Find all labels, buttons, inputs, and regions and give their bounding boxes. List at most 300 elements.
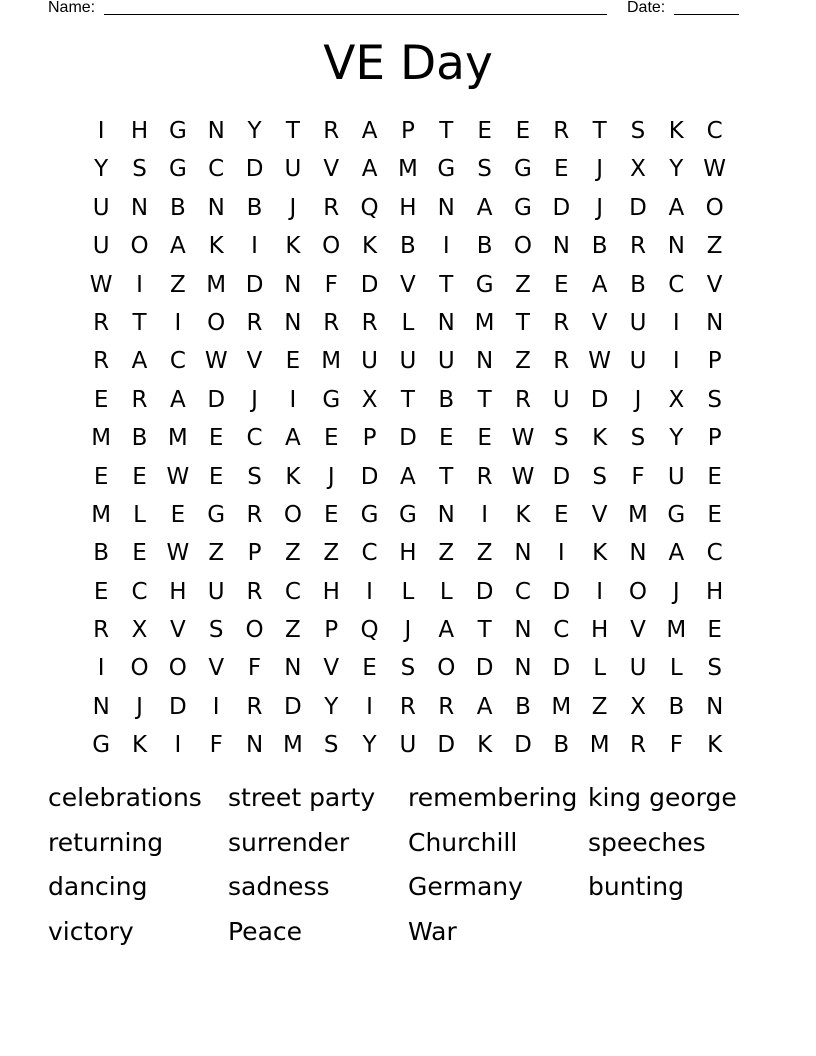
grid-letter[interactable]: D (552, 463, 571, 490)
grid-letter[interactable]: J (136, 693, 143, 720)
grid-letter[interactable]: I (366, 693, 373, 720)
grid-letter[interactable]: Z (285, 540, 301, 567)
grid-letter[interactable]: R (131, 386, 148, 413)
grid-letter[interactable]: N (130, 194, 149, 221)
grid-letter[interactable]: O (168, 655, 187, 682)
grid-letter[interactable]: N (437, 309, 455, 336)
grid-letter[interactable]: E (323, 501, 339, 528)
grid-letter[interactable]: D (437, 732, 456, 759)
grid-letter[interactable]: I (442, 233, 450, 260)
grid-letter[interactable]: D (245, 271, 264, 298)
grid-letter[interactable]: S (208, 617, 224, 644)
grid-letter[interactable]: E (132, 540, 147, 567)
grid-letter[interactable]: R (553, 118, 570, 144)
grid-letter[interactable]: A (668, 540, 685, 567)
grid-letter[interactable]: R (361, 309, 378, 336)
grid-letter[interactable]: W (511, 425, 535, 452)
grid-letter[interactable]: U (92, 194, 110, 221)
grid-letter[interactable]: B (131, 425, 148, 452)
grid-letter[interactable]: F (247, 655, 262, 682)
grid-letter[interactable]: I (251, 233, 258, 260)
grid-letter[interactable]: G (514, 156, 532, 183)
grid-letter[interactable]: X (361, 386, 378, 413)
word-list-item: sadness (228, 872, 330, 901)
grid-letter[interactable]: E (554, 156, 569, 183)
grid-row (82, 227, 734, 265)
grid-letter[interactable]: N (284, 655, 302, 682)
grid-letter[interactable]: P (324, 617, 339, 644)
grid-letter[interactable]: Z (515, 348, 531, 375)
grid-letter[interactable]: V (323, 655, 340, 682)
grid-letter[interactable]: N (629, 540, 647, 567)
grid-letter[interactable]: G (399, 501, 417, 528)
grid-letter[interactable]: C (361, 540, 378, 567)
grid-letter[interactable]: E (208, 463, 224, 490)
grid-letter[interactable]: L (439, 578, 453, 605)
grid-letter[interactable]: Z (208, 540, 225, 567)
grid-letter[interactable]: G (92, 732, 111, 759)
grid-letter[interactable]: C (553, 617, 570, 644)
grid-letter[interactable]: J (327, 463, 335, 490)
grid-letter[interactable]: U (629, 348, 647, 375)
grid-letter[interactable]: I (366, 578, 373, 605)
grid-letter[interactable]: G (322, 386, 341, 413)
grid-letter[interactable]: K (285, 463, 301, 490)
grid-letter[interactable]: E (554, 501, 569, 528)
grid-letter[interactable]: R (246, 309, 263, 336)
grid-letter[interactable]: F (669, 732, 683, 759)
grid-letter[interactable]: J (404, 617, 412, 644)
grid-letter[interactable]: K (592, 540, 608, 567)
grid-letter[interactable]: E (554, 271, 569, 298)
grid-letter[interactable]: J (289, 194, 297, 221)
grid-letter[interactable]: Y (362, 732, 377, 759)
grid-letter[interactable]: P (707, 425, 722, 452)
grid-letter[interactable]: W (588, 348, 612, 375)
grid-letter[interactable]: E (93, 578, 109, 605)
grid-letter[interactable]: B (668, 693, 685, 720)
grid-letter[interactable]: F (209, 732, 223, 759)
grid-letter[interactable]: B (400, 233, 416, 260)
grid-letter[interactable]: Z (285, 617, 301, 644)
grid-letter[interactable]: R (553, 309, 570, 336)
grid-letter[interactable]: D (245, 156, 264, 183)
grid-letter[interactable]: O (513, 233, 532, 260)
grid-letter[interactable]: Z (438, 540, 455, 567)
grid-letter[interactable]: L (593, 655, 607, 682)
grid-letter[interactable]: W (166, 463, 190, 490)
grid-row (82, 266, 734, 304)
grid-letter[interactable]: U (437, 348, 455, 375)
grid-letter[interactable]: S (592, 463, 607, 490)
grid-letter[interactable]: Y (324, 693, 339, 720)
grid-letter[interactable]: Y (247, 118, 262, 144)
grid-letter[interactable]: N (514, 655, 532, 682)
grid-letter[interactable]: I (97, 118, 105, 144)
grid-letter[interactable]: D (284, 693, 302, 720)
grid-letter[interactable]: M (282, 732, 303, 759)
grid-letter[interactable]: T (285, 118, 300, 144)
grid-letter[interactable]: S (132, 156, 147, 183)
grid-letter[interactable]: N (245, 732, 264, 759)
grid-letter[interactable]: P (247, 540, 262, 567)
grid-letter[interactable]: A (668, 194, 685, 221)
grid-letter[interactable]: J (251, 386, 258, 413)
grid-letter[interactable]: D (552, 578, 571, 605)
grid-letter[interactable]: V (591, 309, 608, 336)
grid-letter[interactable]: O (130, 655, 149, 682)
grid-letter[interactable]: O (628, 578, 648, 605)
grid-letter[interactable]: B (515, 693, 531, 720)
grid-letter[interactable]: Z (323, 540, 340, 567)
grid-letter[interactable]: S (323, 732, 339, 759)
grid-letter[interactable]: R (514, 386, 531, 413)
grid-letter[interactable]: M (589, 732, 610, 759)
grid-letter[interactable]: D (552, 655, 571, 682)
name-label: Name: (48, 0, 96, 16)
grid-letter[interactable]: R (553, 348, 570, 375)
grid-letter[interactable]: K (477, 732, 493, 759)
grid-letter[interactable]: A (361, 118, 378, 144)
grid-letter[interactable]: Y (669, 156, 684, 183)
grid-letter[interactable]: C (514, 578, 531, 605)
grid-letter[interactable]: E (170, 501, 186, 528)
grid-letter[interactable]: T (400, 386, 415, 413)
grid-letter[interactable]: U (667, 463, 685, 490)
grid-letter[interactable]: I (212, 693, 220, 720)
grid-letter[interactable]: K (515, 501, 531, 528)
grid-letter[interactable]: R (438, 693, 455, 720)
grid-letter[interactable]: H (706, 578, 724, 605)
grid-letter[interactable]: R (399, 693, 416, 720)
grid-letter[interactable]: S (707, 655, 722, 682)
grid-letter[interactable]: E (285, 348, 301, 375)
grid-letter[interactable]: H (590, 617, 609, 644)
grid-letter[interactable]: I (136, 271, 143, 298)
grid-letter[interactable]: K (208, 233, 224, 260)
grid-letter[interactable]: X (630, 693, 646, 720)
grid-letter[interactable]: I (672, 309, 680, 336)
grid-letter[interactable]: N (706, 693, 724, 720)
grid-letter[interactable]: C (284, 578, 301, 605)
grid-letter[interactable]: W (703, 156, 727, 183)
grid-letter[interactable]: U (552, 386, 570, 413)
grid-letter[interactable]: O (322, 233, 341, 260)
grid-letter[interactable]: G (475, 271, 494, 298)
grid-letter[interactable]: H (130, 118, 149, 144)
grid-letter[interactable]: Z (706, 233, 723, 260)
grid-letter[interactable]: M (397, 156, 418, 183)
grid-letter[interactable]: X (668, 386, 685, 413)
grid-letter[interactable]: B (169, 194, 186, 221)
grid-letter[interactable]: U (399, 348, 417, 375)
grid-letter[interactable]: B (438, 386, 455, 413)
grid-letter[interactable]: M (206, 271, 227, 298)
grid-letter[interactable]: S (707, 386, 722, 413)
grid-letter[interactable]: R (323, 118, 340, 144)
grid-letter[interactable]: C (208, 156, 225, 183)
grid-letter[interactable]: K (668, 118, 684, 144)
grid-letter[interactable]: A (285, 425, 301, 452)
grid-letter[interactable]: O (705, 194, 724, 221)
grid-letter[interactable]: R (93, 309, 110, 336)
grid-letter[interactable]: N (207, 194, 225, 221)
grid-letter[interactable]: G (514, 194, 532, 221)
grid-letter[interactable]: U (92, 233, 110, 260)
grid-letter[interactable]: O (245, 617, 264, 644)
grid-letter[interactable]: E (515, 118, 531, 144)
grid-letter[interactable]: T (515, 309, 530, 336)
grid-letter[interactable]: Y (94, 156, 109, 183)
grid-row (82, 304, 734, 342)
grid-letter[interactable]: E (93, 386, 109, 413)
grid-letter[interactable]: R (93, 617, 110, 644)
grid-letter[interactable]: E (477, 425, 492, 452)
grid-letter[interactable]: N (284, 271, 302, 298)
grid-letter[interactable]: V (706, 271, 723, 298)
grid-letter[interactable]: R (93, 348, 110, 375)
grid-letter[interactable]: E (132, 463, 147, 490)
grid-letter[interactable]: P (707, 348, 722, 375)
grid-letter[interactable]: N (514, 540, 532, 567)
grid-letter[interactable]: E (438, 425, 454, 452)
grid-letter[interactable]: T (439, 463, 454, 490)
grid-letter[interactable]: G (207, 501, 226, 528)
grid-letter[interactable]: R (323, 194, 340, 221)
grid-letter[interactable]: M (91, 501, 112, 528)
grid-letter[interactable]: D (552, 194, 571, 221)
grid-letter[interactable]: S (477, 156, 492, 183)
grid-letter[interactable]: E (362, 655, 377, 682)
grid-letter[interactable]: A (400, 463, 416, 490)
grid-letter[interactable]: H (322, 578, 340, 605)
grid-letter[interactable]: I (672, 348, 680, 375)
grid-letter[interactable]: B (476, 233, 493, 260)
word-search-grid (82, 112, 734, 765)
grid-letter[interactable]: N (706, 309, 724, 336)
grid-letter[interactable]: N (437, 194, 455, 221)
grid-letter[interactable]: B (553, 732, 570, 759)
grid-letter[interactable]: I (289, 386, 297, 413)
grid-letter[interactable]: N (207, 118, 225, 144)
grid-letter[interactable]: J (596, 156, 604, 183)
grid-letter[interactable]: R (323, 309, 340, 336)
grid-letter[interactable]: J (596, 194, 604, 221)
grid-letter[interactable]: L (401, 309, 415, 336)
grid-letter[interactable]: M (91, 425, 112, 452)
grid-letter[interactable]: U (361, 348, 378, 375)
grid-letter[interactable]: G (168, 118, 187, 144)
grid-letter[interactable]: A (476, 693, 493, 720)
grid-letter[interactable]: E (707, 501, 722, 528)
grid-letter[interactable]: D (475, 578, 494, 605)
grid-letter[interactable]: D (207, 386, 226, 413)
grid-letter[interactable]: I (174, 732, 182, 759)
grid-letter[interactable]: C (131, 578, 148, 605)
grid-letter[interactable]: N (92, 693, 110, 720)
grid-letter[interactable]: O (283, 501, 302, 528)
grid-letter[interactable]: T (477, 386, 492, 413)
grid-letter[interactable]: T (439, 118, 454, 144)
grid-letter[interactable]: L (669, 655, 683, 682)
grid-letter[interactable]: K (592, 425, 608, 452)
grid-letter[interactable]: L (133, 501, 146, 528)
grid-letter[interactable]: R (629, 233, 646, 260)
grid-letter[interactable]: N (667, 233, 685, 260)
grid-letter[interactable]: V (169, 617, 186, 644)
grid-letter[interactable]: D (169, 693, 187, 720)
grid-letter[interactable]: Z (515, 271, 531, 298)
grid-letter[interactable]: H (399, 540, 417, 567)
grid-letter[interactable]: R (246, 578, 263, 605)
grid-letter[interactable]: B (591, 233, 608, 260)
grid-letter[interactable]: N (437, 501, 455, 528)
grid-letter[interactable]: W (89, 271, 113, 298)
grid-letter[interactable]: J (672, 578, 680, 605)
word-list-item: War (408, 916, 457, 946)
grid-letter[interactable]: X (630, 156, 646, 183)
grid-letter[interactable]: T (477, 617, 492, 644)
grid-letter[interactable]: W (511, 463, 535, 490)
grid-letter[interactable]: O (207, 309, 226, 336)
grid-letter[interactable]: I (97, 655, 105, 682)
grid-letter[interactable]: T (439, 271, 454, 298)
grid-letter[interactable]: U (207, 578, 225, 605)
grid-letter[interactable]: P (400, 118, 415, 144)
date-fill-line[interactable] (674, 14, 739, 15)
grid-letter[interactable]: E (93, 463, 109, 490)
grid-letter[interactable]: A (591, 271, 608, 298)
grid-letter[interactable]: R (629, 732, 646, 759)
grid-letter[interactable]: A (361, 156, 378, 183)
grid-letter[interactable]: M (474, 309, 495, 336)
grid-letter[interactable]: K (131, 732, 148, 759)
grid-letter[interactable]: K (285, 233, 301, 260)
grid-letter[interactable]: V (246, 348, 263, 375)
grid-letter[interactable]: U (284, 156, 302, 183)
grid-letter[interactable]: R (246, 501, 263, 528)
grid-letter[interactable]: Z (169, 271, 186, 298)
grid-letter[interactable]: B (630, 271, 646, 298)
grid-letter[interactable]: S (630, 425, 646, 452)
grid-letter[interactable]: V (630, 617, 646, 644)
grid-letter[interactable]: M (628, 501, 648, 528)
grid-letter[interactable]: B (246, 194, 263, 221)
grid-letter[interactable]: K (362, 233, 378, 260)
grid-letter[interactable]: D (360, 463, 379, 490)
grid-letter[interactable]: I (174, 309, 182, 336)
grid-letter[interactable]: M (167, 425, 188, 452)
grid-letter[interactable]: I (481, 501, 488, 528)
grid-letter[interactable]: S (630, 118, 646, 144)
grid-letter[interactable]: N (476, 348, 494, 375)
grid-letter[interactable]: M (666, 617, 687, 644)
grid-letter[interactable]: M (321, 348, 342, 375)
grid-letter[interactable]: Z (476, 540, 493, 567)
grid-letter[interactable]: T (132, 309, 147, 336)
grid-letter[interactable]: D (590, 386, 609, 413)
name-fill-line[interactable] (104, 14, 607, 15)
grid-letter[interactable]: E (707, 463, 722, 490)
grid-letter[interactable]: N (284, 309, 302, 336)
grid-letter[interactable]: N (514, 617, 532, 644)
grid-letter[interactable]: S (553, 425, 569, 452)
grid-letter[interactable]: H (169, 578, 187, 605)
grid-letter[interactable]: C (169, 348, 186, 375)
grid-letter[interactable]: J (634, 386, 642, 413)
grid-letter[interactable]: U (629, 655, 647, 682)
grid-letter[interactable]: L (401, 578, 415, 605)
grid-letter[interactable]: Z (591, 693, 608, 720)
grid-letter[interactable]: W (204, 348, 228, 375)
grid-letter[interactable]: F (324, 271, 338, 298)
grid-letter[interactable]: D (475, 655, 494, 682)
grid-letter[interactable]: C (706, 540, 723, 567)
grid-letter[interactable]: R (476, 463, 493, 490)
grid-letter[interactable]: O (130, 233, 149, 260)
grid-letter[interactable]: D (514, 732, 532, 759)
grid-letter[interactable]: C (668, 271, 685, 298)
grid-letter[interactable]: Q (360, 194, 379, 221)
grid-letter[interactable]: A (169, 386, 186, 413)
grid-letter[interactable]: Q (360, 617, 379, 644)
grid-letter[interactable]: W (166, 540, 190, 567)
grid-letter[interactable]: V (208, 655, 225, 682)
grid-letter[interactable]: S (400, 655, 416, 682)
grid-letter[interactable]: B (93, 540, 110, 567)
grid-letter[interactable]: X (131, 617, 148, 644)
grid-letter[interactable]: O (437, 655, 456, 682)
grid-letter[interactable]: I (596, 578, 604, 605)
grid-letter[interactable]: M (551, 693, 572, 720)
grid-letter[interactable]: A (131, 348, 148, 375)
word-list-item: Churchill (408, 827, 518, 857)
grid-letter[interactable]: N (552, 233, 570, 260)
grid-letter[interactable]: G (437, 156, 456, 183)
grid-letter[interactable]: D (399, 425, 417, 452)
grid-letter[interactable]: E (208, 425, 224, 452)
grid-letter[interactable]: Y (669, 425, 684, 452)
grid-letter[interactable]: D (360, 271, 379, 298)
grid-letter[interactable]: H (399, 194, 417, 221)
grid-letter[interactable]: G (360, 501, 379, 528)
word-list (48, 776, 768, 954)
grid-letter[interactable]: F (631, 463, 645, 490)
grid-letter[interactable]: S (247, 463, 262, 490)
grid-letter[interactable]: K (707, 732, 723, 759)
grid-letter[interactable]: T (592, 118, 607, 144)
grid-letter[interactable]: A (476, 194, 493, 221)
grid-letter[interactable]: G (168, 156, 187, 183)
grid-letter[interactable]: A (169, 233, 186, 260)
grid-letter[interactable]: U (399, 732, 417, 759)
grid-letter[interactable]: I (557, 540, 565, 567)
grid-letter[interactable]: C (706, 118, 723, 144)
grid-letter[interactable]: E (477, 118, 492, 144)
grid-letter[interactable]: P (362, 425, 377, 452)
grid-letter[interactable]: V (400, 271, 416, 298)
grid-letter[interactable]: A (438, 617, 455, 644)
grid-letter[interactable]: U (629, 309, 647, 336)
grid-letter[interactable]: V (591, 501, 608, 528)
grid-letter[interactable]: V (323, 156, 340, 183)
grid-letter[interactable]: E (707, 617, 722, 644)
grid-letter[interactable]: C (246, 425, 263, 452)
grid-letter[interactable]: D (629, 194, 647, 221)
grid-letter[interactable]: R (246, 693, 263, 720)
grid-letter[interactable]: G (667, 501, 686, 528)
grid-letter[interactable]: E (323, 425, 339, 452)
